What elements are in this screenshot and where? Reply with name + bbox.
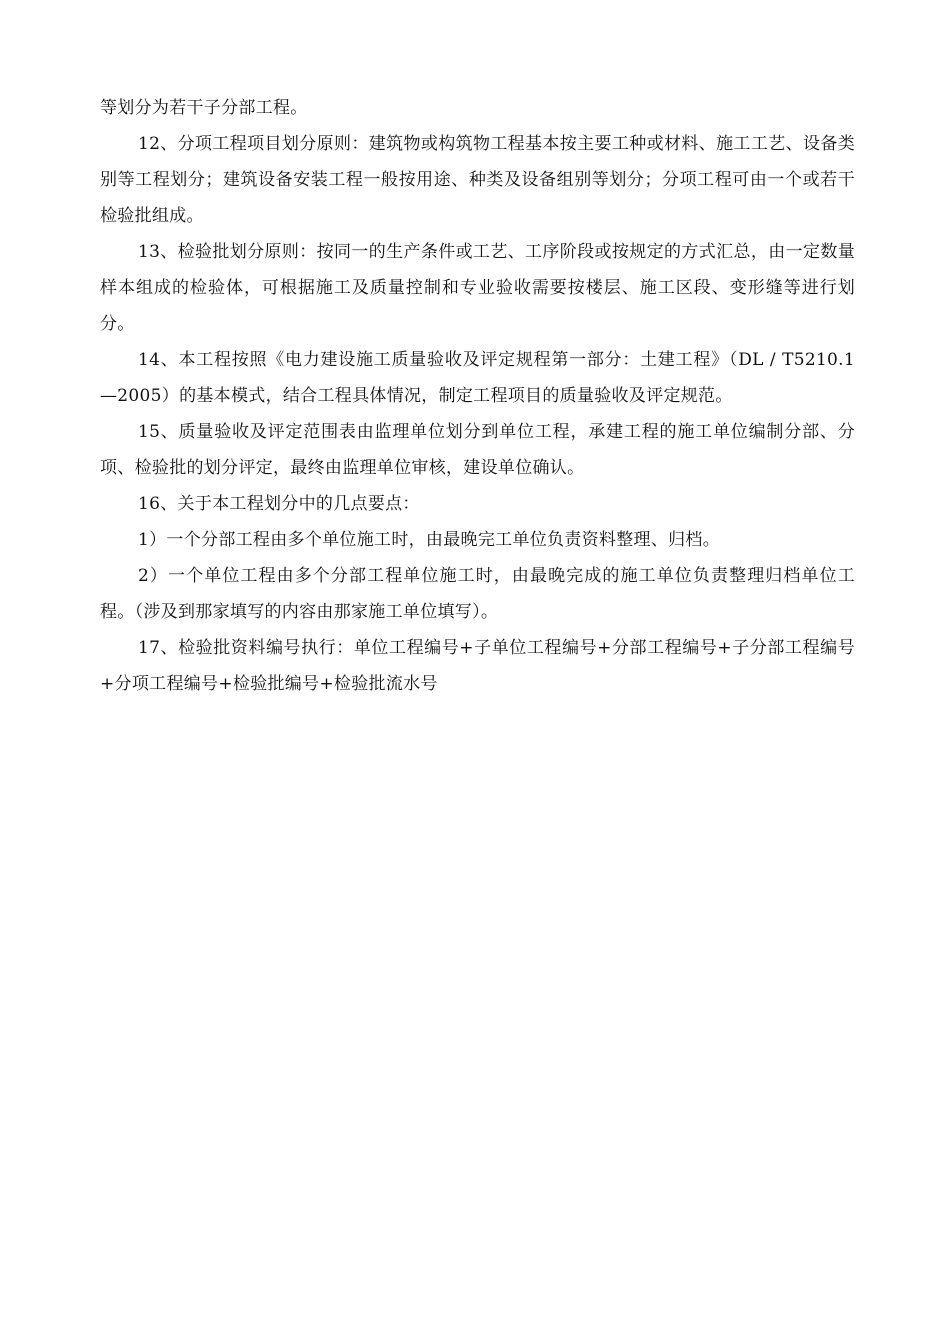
paragraph-item-14: 14、本工程按照《电力建设施工质量验收及评定规程第一部分：土建工程》（DL / T5210.1—2005）的基本模式，结合工程具体情况，制定工程项目的质量验收及评定规范。 — [100, 350, 855, 406]
paragraph-item-16: 16、关于本工程划分中的几点要点： — [138, 494, 420, 514]
paragraph-item-16-sub-1: 1）一个分部工程由多个单位施工时，由最晚完工单位负责资料整理、归档。 — [138, 530, 721, 550]
paragraph-item-16-sub-2: 2）一个单位工程由多个分部工程单位施工时，由最晚完成的施工单位负责整理归档单位工程。（涉及到那家填写的内容由那家施工单位填写）。 — [100, 566, 855, 622]
paragraph-item-17: 17、检验批资料编号执行：单位工程编号+子单位工程编号+分部工程编号+子分部工程编号+分项工程编号+检验批编号+检验批流水号 — [100, 638, 855, 694]
document-body — [100, 90, 855, 702]
paragraph-item-12: 12、分项工程项目划分原则：建筑物或构筑物工程基本按主要工种或材料、施工工艺、设备类别等工程划分；建筑设备安装工程一般按用途、种类及设备组别等划分；分项工程可由一个或若干检验批组成。 — [100, 134, 855, 226]
paragraph-item-13: 13、检验批划分原则：按同一的生产条件或工艺、工序阶段或按规定的方式汇总，由一定数量样本组成的检验体，可根据施工及质量控制和专业验收需要按楼层、施工区段、变形缝等进行划分。 — [100, 242, 855, 334]
paragraph-continuation: 等划分为若干子分部工程。 — [100, 98, 308, 118]
paragraph-item-15: 15、质量验收及评定范围表由监理单位划分到单位工程，承建工程的施工单位编制分部、分项、检验批的划分评定，最终由监理单位审核，建设单位确认。 — [100, 422, 855, 478]
